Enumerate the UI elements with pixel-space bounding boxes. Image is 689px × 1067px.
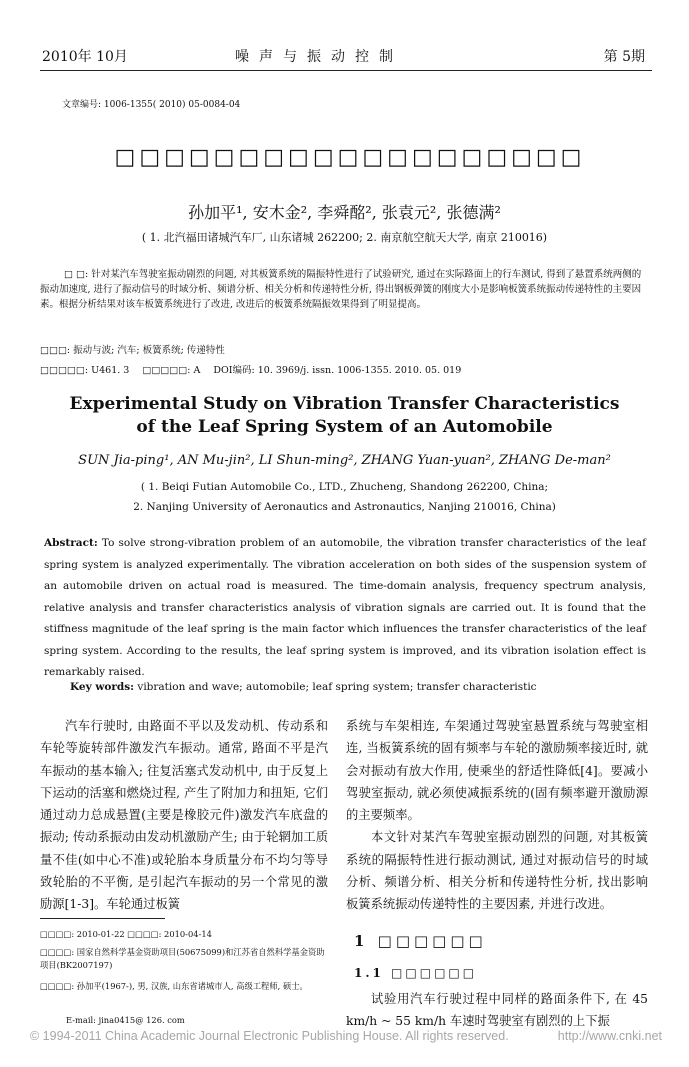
abstract-chinese: □ □: 针对某汽车驾驶室振动剧烈的问题, 对其板簧系统的隔振特性进行了试验研究, 通过在实际路面上的行车测试, 得到了悬置系统两侧的振动加速度, 进行了振动信号的时域分析、频谱分析、相关分析和传递特性分析, 得出钢板弹簧的刚度大小是影响板簧系统振动传递特性的主要因素。根据分析结果对该车板簧系统进行了改进, 改进后的板簧系统隔振效果得到了明显提高。 bbox=[40, 269, 642, 310]
classification-line bbox=[40, 362, 652, 376]
body-paragraph-right-1: 系统与车架相连, 车架通过驾驶室悬置系统与驾驶室相连, 当板簧系统的固有频率与车轮的激励频率接近时, 就会对振动有放大作用, 使乘坐的舒适性降低[4]。要减小驾驶室振动, 就必须使减振系统的(固有频率避开激励源的主要频率。 bbox=[346, 719, 648, 823]
section-heading-1: 1 □□□□□□ bbox=[354, 932, 487, 950]
authors-chinese: 孙加平¹, 安木金², 李舜酩², 张袁元², 张德满² bbox=[188, 203, 501, 222]
body-right-tail: 试验用汽车行驶过程中同样的路面条件下, 在 45 km/h ~ 55 km/h 车速时驾驶室有剧烈的上下振 bbox=[346, 992, 648, 1029]
keywords-label: Key words: bbox=[70, 681, 135, 693]
issue-number: 第 5期 bbox=[603, 49, 645, 65]
subsection-heading-1-1: 1.1 □□□□□□ bbox=[354, 966, 478, 980]
doi: DOI编码: 10. 3969/j. issn. 1006-1355. 2010. 05. 019 bbox=[213, 365, 462, 376]
body-paragraph: 汽车行驶时, 由路面不平以及发动机、传动系和车轮等旋转部件激发汽车振动。通常, 路面不平是汽车振动的基本输入; 往复活塞式发动机中, 由于反复上下运动的活塞和燃烧过程, 产生了附加力和扭矩, 它们通过动力总成悬置(主要是橡胶元件)激发汽车底盘的振动; 传动系振动由发动机激励产生; 由于轮辋加工质量不佳(如中心不准)或轮胎本身质量分布不均匀等导致轮胎的不平衡, 是引起汽车振动的另一个常见的激励源[1-3]。车轮通过板簧 bbox=[40, 719, 328, 912]
footnote-email: E-mail: jina0415@ 126. com bbox=[66, 1015, 185, 1025]
footer-url[interactable]: http://www.cnki.net bbox=[557, 1029, 662, 1043]
abstract-english bbox=[44, 533, 646, 684]
clc-number: □□□□□: U461. 3 bbox=[40, 365, 130, 376]
body-right-column bbox=[346, 715, 648, 916]
keywords-english bbox=[70, 681, 650, 693]
footnote-fund: □□□□: 国家自然科学基金资助项目(50675099)和江苏省自然科学基金资助项目(BK2007197) bbox=[40, 947, 325, 970]
body-left-column bbox=[40, 715, 328, 916]
affiliation-chinese: ( 1. 北汽福田诸城汽车厂, 山东诸城 262200; 2. 南京航空航天大学, 南京 210016) bbox=[141, 231, 548, 244]
footnote-author: □□□□: 孙加平(1967-), 男, 汉族, 山东省诸城市人, 高级工程师, 硕士。 bbox=[40, 981, 308, 991]
title-english-line-2: of the Leaf Spring System of an Automobile bbox=[136, 417, 553, 437]
title-english bbox=[0, 393, 689, 439]
copyright-footer bbox=[30, 1029, 662, 1043]
header-rule bbox=[40, 70, 652, 71]
journal-name: 噪声与振动控制 bbox=[235, 49, 403, 65]
keywords-chinese: □□□: 振动与波; 汽车; 板簧系统; 传递特性 bbox=[40, 345, 225, 356]
keywords-english-text: vibration and wave; automobile; leaf spring system; transfer characteristic bbox=[137, 681, 537, 693]
affiliation-english-1: ( 1. Beiqi Futian Automobile Co., LTD., Zhucheng, Shandong 262200, China; bbox=[140, 481, 549, 493]
copyright-text: © 1994-2011 China Academic Journal Electronic Publishing House. All rights reserved. bbox=[30, 1029, 509, 1043]
document-code: □□□□□: A bbox=[142, 365, 201, 376]
footnote-rule bbox=[40, 918, 165, 919]
authors-english: SUN Jia-ping¹, AN Mu-jin², LI Shun-ming², ZHANG Yuan-yuan², ZHANG De-man² bbox=[78, 453, 611, 468]
title-chinese: □□□□□□□□□□□□□□□□□□□ bbox=[114, 145, 586, 170]
article-number: 文章编号: 1006-1355( 2010) 05-0084-04 bbox=[62, 100, 241, 110]
body-paragraph-right-2: 本文针对某汽车驾驶室振动剧烈的问题, 对其板簧系统的隔振特性进行振动测试, 通过对振动信号的时域分析、频谱分析、相关分析和传递特性分析, 找出影响板簧系统振动传递特性的主要因素, 并进行改进。 bbox=[346, 830, 648, 912]
abstract-english-text: To solve strong-vibration problem of an automobile, the vibration transfer characteristics of the leaf spring system is analyzed experimentally. The vibration acceleration on both sides of the suspension system of an automobile driven on actual road is measured. The time-domain analysis, frequency spectrum analysis, relative analysis and transfer characteristics analysis of vibration signals are carried out. It is found that the stiffness magnitude of the leaf spring is the main factor which influences the transfer characteristics of the leaf spring system. According to the results, the leaf spring system is improved, and its vibration isolation effect is remarkably raised. bbox=[44, 537, 646, 678]
affiliation-english-2: 2. Nanjing University of Aeronautics and Astronautics, Nanjing 210016, China) bbox=[133, 501, 556, 513]
footnote-received: □□□□: 2010-01-22 □□□□: 2010-04-14 bbox=[40, 929, 212, 939]
abstract-label: Abstract: bbox=[44, 537, 98, 549]
title-english-line-1: Experimental Study on Vibration Transfer Characteristics bbox=[69, 394, 620, 414]
header-date: 2010年 10月 bbox=[42, 49, 128, 65]
